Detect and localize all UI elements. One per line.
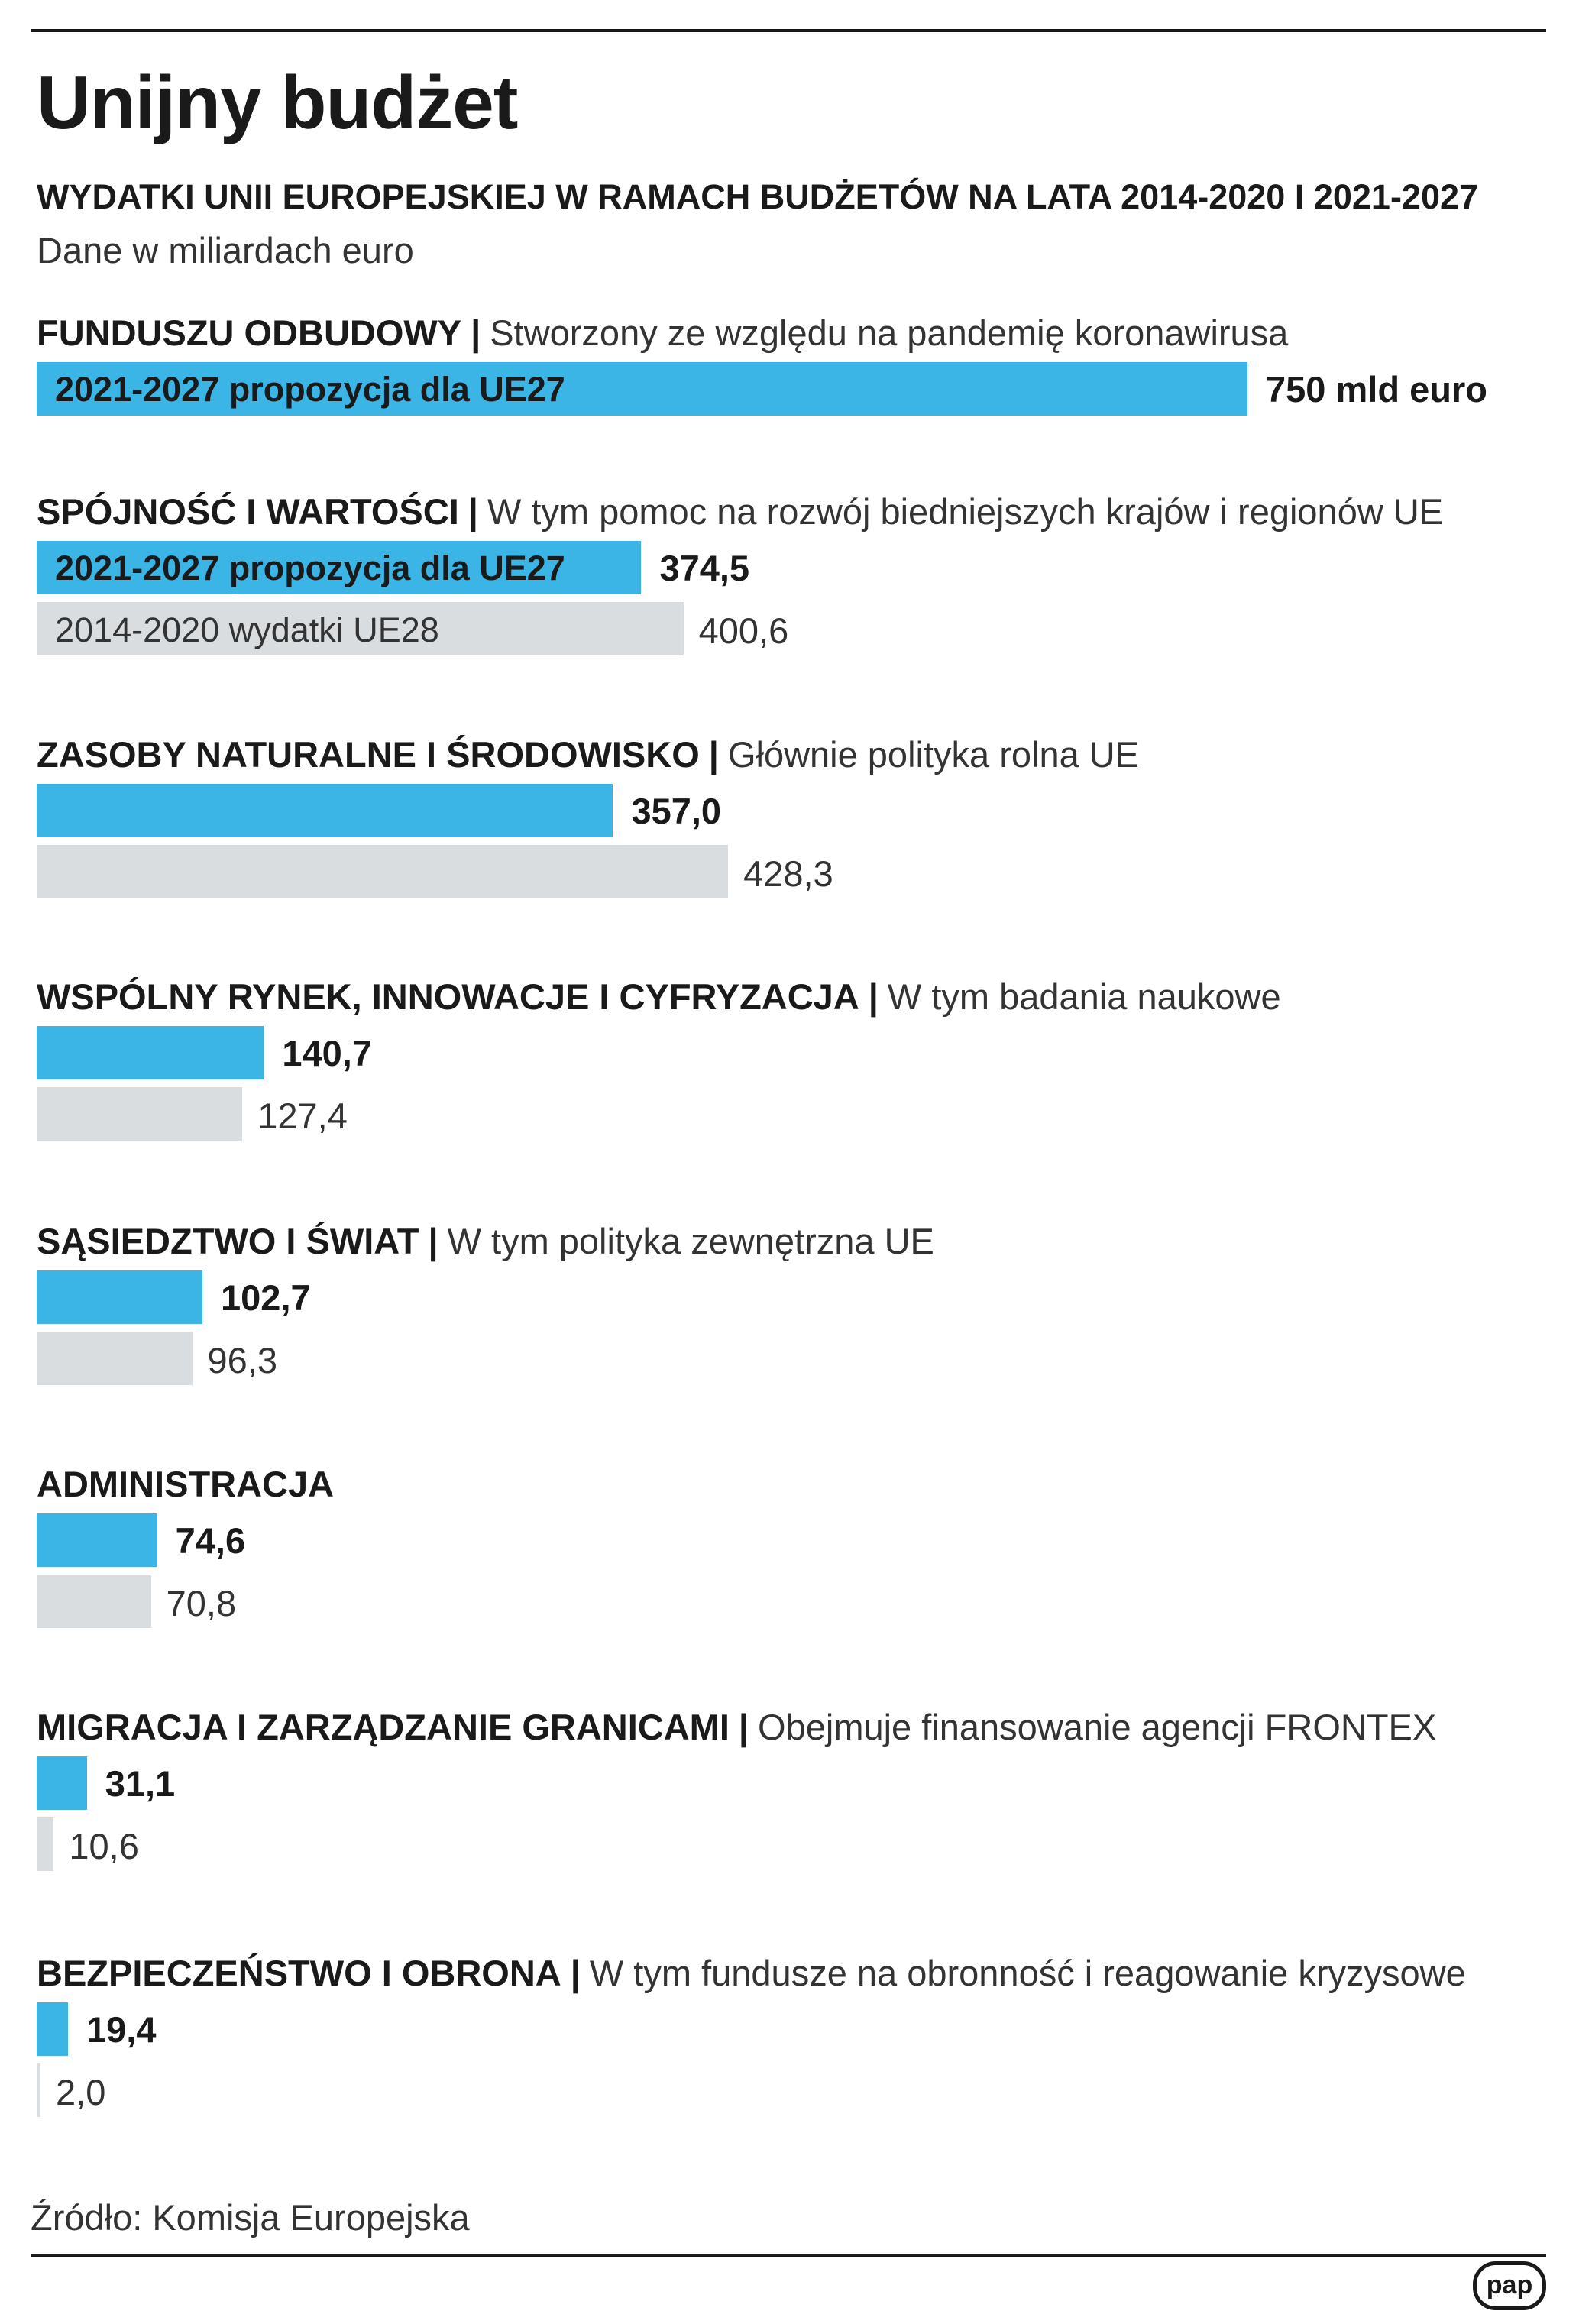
- category-heading: [37, 1706, 1436, 1748]
- category-description: W tym polityka zewnętrzna UE: [447, 1221, 934, 1261]
- category-description: Obejmuje finansowanie agencji FRONTEX: [758, 1707, 1437, 1747]
- bar-proposal: [37, 2002, 68, 2056]
- value-label-proposal: 31,1: [105, 1763, 176, 1804]
- series-label-proposal: 2021-2027 propozycja dla UE27: [55, 549, 565, 587]
- category-separator: |: [708, 734, 719, 775]
- value-label-proposal: 102,7: [221, 1277, 311, 1318]
- bar-spending: [37, 1817, 53, 1871]
- category-heading: [37, 1220, 934, 1262]
- category-description: W tym fundusze na obronność i reagowanie kryzysowe: [589, 1953, 1466, 1993]
- bar-proposal: [37, 1513, 157, 1567]
- category-heading: [37, 733, 1139, 775]
- category-heading: [37, 1952, 1466, 1994]
- value-label-spending: 428,3: [743, 853, 833, 894]
- bottom-rule: [31, 2254, 1546, 2257]
- category-separator: |: [428, 1221, 438, 1261]
- bar-spending: [37, 1332, 193, 1385]
- bar-proposal: [37, 1756, 87, 1810]
- source-note: Źródło: Komisja Europejska: [31, 2197, 470, 2238]
- category-separator: |: [570, 1953, 581, 1993]
- series-label-spending: 2014-2020 wydatki UE28: [55, 610, 439, 649]
- value-label-spending: 70,8: [166, 1583, 237, 1623]
- bar-spending: [37, 1575, 151, 1628]
- category-name: SĄSIEDZTWO I ŚWIAT: [37, 1221, 419, 1261]
- category-description: W tym badania naukowe: [887, 976, 1281, 1017]
- pap-logo: pap: [1473, 2261, 1546, 2310]
- category-separator: |: [468, 491, 478, 532]
- top-rule: [31, 29, 1546, 32]
- category-separator: |: [738, 1707, 749, 1747]
- category-name: FUNDUSZU ODBUDOWY: [37, 312, 462, 353]
- bar-proposal: [37, 1270, 202, 1324]
- bar-spending: [37, 2063, 40, 2117]
- value-label-proposal: 140,7: [282, 1033, 372, 1073]
- bar-spending: [37, 845, 728, 898]
- value-label-spending: 2,0: [56, 2072, 106, 2112]
- category-name: MIGRACJA I ZARZĄDZANIE GRANICAMI: [37, 1707, 730, 1747]
- value-label-spending: 10,6: [69, 1826, 139, 1866]
- units-note: Dane w miliardach euro: [37, 230, 414, 270]
- series-label-proposal: 2021-2027 propozycja dla UE27: [55, 370, 565, 409]
- value-label-proposal: 74,6: [175, 1520, 246, 1561]
- chart-subtitle: WYDATKI UNII EUROPEJSKIEJ W RAMACH BUDŻETÓW NA LATA 2014-2020 I 2021-2027: [37, 177, 1479, 216]
- category-heading: [37, 312, 1288, 354]
- category-name: WSPÓLNY RYNEK, INNOWACJE I CYFRYZACJA: [37, 976, 859, 1017]
- category-name: BEZPIECZEŃSTWO I OBRONA: [37, 1953, 561, 1993]
- value-label-spending: 400,6: [698, 610, 789, 651]
- category-name: ZASOBY NATURALNE I ŚRODOWISKO: [37, 734, 700, 775]
- category-description: Głównie polityka rolna UE: [727, 734, 1140, 775]
- category-separator: |: [868, 976, 879, 1017]
- category-name: ADMINISTRACJA: [37, 1464, 335, 1504]
- category-separator: |: [471, 312, 481, 353]
- category-description: W tym pomoc na rozwój biedniejszych krajów i regionów UE: [487, 491, 1444, 532]
- page-title: Unijny budżet: [37, 60, 518, 144]
- category-description: Stworzony ze względu na pandemię koronawirusa: [490, 312, 1289, 353]
- bar-proposal: [37, 1026, 264, 1079]
- value-label-spending: 96,3: [207, 1340, 277, 1380]
- value-label-proposal: 357,0: [631, 791, 722, 831]
- value-label-proposal: 19,4: [86, 2009, 157, 2050]
- value-label-spending: 127,4: [257, 1096, 348, 1136]
- bar-proposal: [37, 784, 613, 837]
- category-name: SPÓJNOŚĆ I WARTOŚCI: [37, 491, 459, 532]
- bar-chart: [0, 290, 1592, 2162]
- value-label-proposal: 750 mld euro: [1266, 369, 1487, 409]
- category-heading: [37, 490, 1443, 532]
- bar-spending: [37, 1087, 242, 1141]
- value-label-proposal: 374,5: [659, 548, 750, 588]
- category-heading: [37, 976, 1281, 1018]
- category-heading: [37, 1463, 334, 1505]
